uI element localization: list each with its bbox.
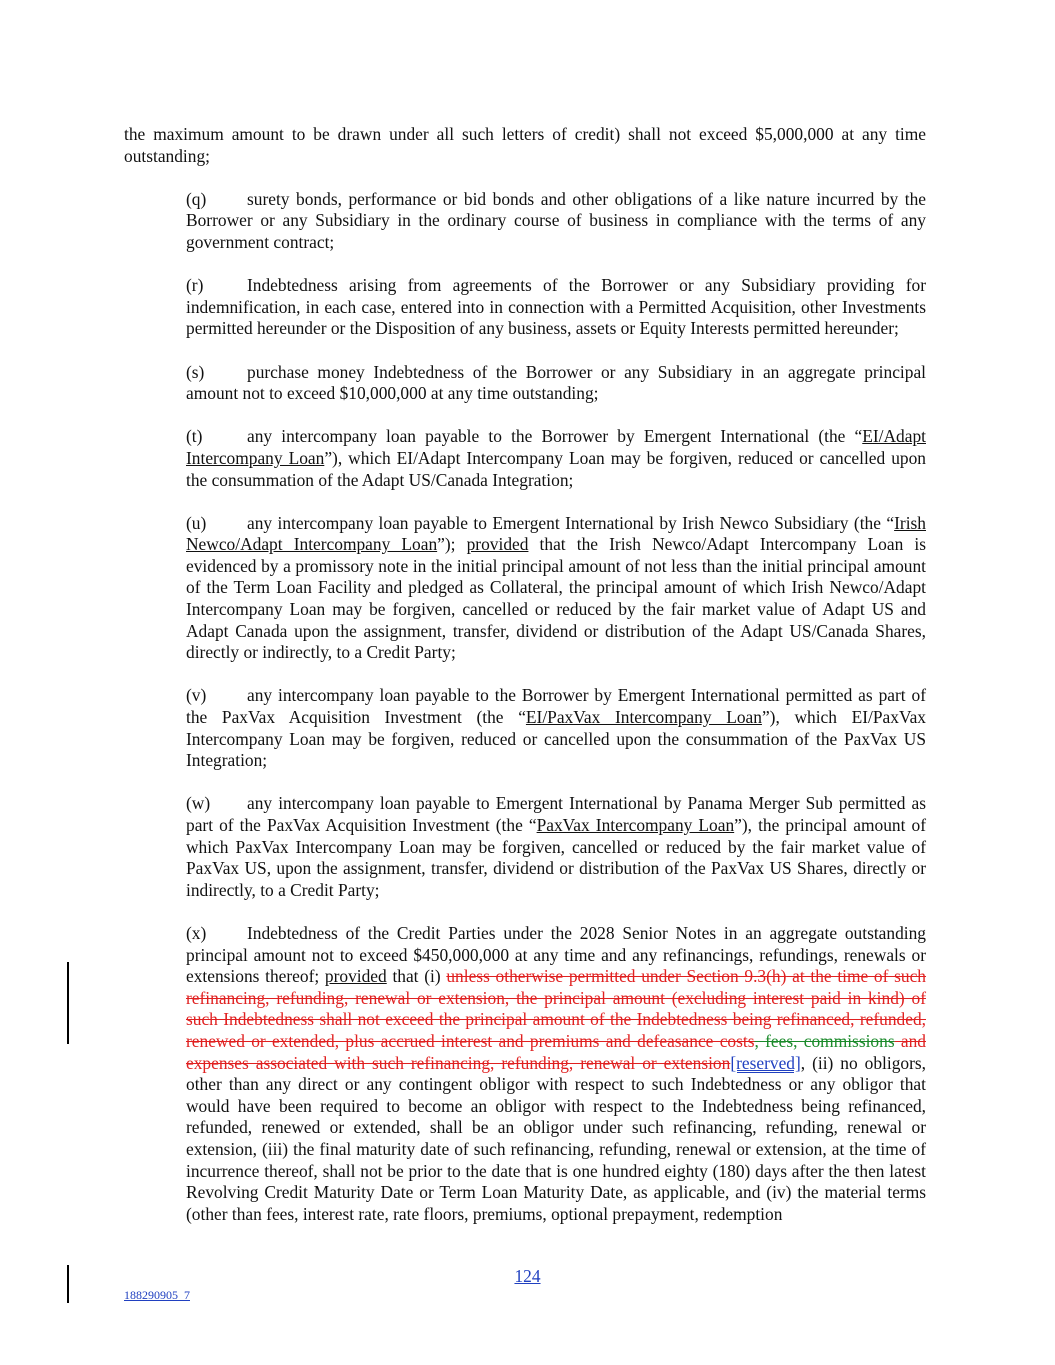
deleted-text: and expenses associated with such refinancing, refunding, renewal or extension (186, 1030, 926, 1073)
clause-v (124, 685, 926, 771)
clause-text: any intercompany loan payable to Emergent International by Panama Merger Sub permitted as part of the PaxVax Acquisition Investment (the “ (186, 793, 926, 835)
deleted-moved-text: , fees, commissions (754, 1030, 895, 1051)
document-body (124, 124, 926, 1247)
clause-label: (w) (186, 793, 211, 814)
clause-text: any intercompany loan payable to Emergent International by Irish Newco Subsidiary (the “ (247, 512, 895, 533)
clause-text: that (i) (386, 966, 447, 987)
deleted-section-ref: Section 9.3(h) (686, 966, 787, 987)
clause-label: (u) (186, 512, 207, 533)
change-bar (67, 962, 69, 1044)
clause-q (124, 189, 926, 254)
defined-term: EI/PaxVax Intercompany Loan (525, 707, 762, 728)
clause-text: ”), which EI/PaxVax Intercompany Loan may be forgiven, reduced or cancelled upon the consummation of the PaxVax US Integration; (186, 707, 926, 771)
defined-term: EI/Adapt Intercompany Loan (186, 426, 926, 468)
clause-u (124, 513, 926, 664)
clause-text: ”), the principal amount of which PaxVax Intercompany Loan may be forgiven, cancelled or reduced by the fair market value of PaxVax US, upon the assignment, transfer, dividend or distribution of the PaxVax US Shares, directly or indirectly, to a Credit Party; (186, 815, 926, 900)
clause-w (124, 793, 926, 901)
clause-text: ”), which EI/Adapt Intercompany Loan may be forgiven, reduced or cancelled upon the consummation of the Adapt US/Canada Integration; (186, 447, 926, 490)
defined-term: PaxVax Intercompany Loan (536, 815, 735, 835)
clause-t (124, 426, 926, 491)
clause-label: (r) (186, 275, 204, 296)
provided-term: provided (324, 966, 387, 987)
clause-x (124, 923, 926, 1225)
clause-text: ”); (437, 534, 467, 555)
clause-text: any intercompany loan payable to the Borrower by Emergent International permitted as part of the PaxVax Acquisition Investment (the “ (186, 685, 926, 728)
provided-term: provided (466, 534, 529, 555)
clause-text: Indebtedness of the Credit Parties under the 2028 Senior Notes in an aggregate outstanding principal amount not to exceed $450,000,000 at any time and any refinancings, refundings, renewals or extensions thereof; (186, 922, 926, 987)
clause-text: that the Irish Newco/Adapt Intercompany Loan is evidenced by a promissory note in the initial principal amount of not less than the initial principal amount of the Term Loan Facility and pledged as Collateral, the principal amount of which Irish Newco/Adapt Intercompany Loan may be forgiven, cancelled or reduced by the fair market value of Adapt US and Adapt Canada upon the assignment, transfer, dividend or distribution of the Adapt US/Canada Shares, directly or indirectly, to a Credit Party; (186, 534, 926, 663)
clause-text: any intercompany loan payable to the Borrower by Emergent International (the “ (247, 426, 863, 447)
defined-term: Irish Newco/Adapt Intercompany Loan (186, 512, 926, 555)
deleted-text: at the time of such refinancing, refunding, renewal or extension, the principal amount (excluding interest paid in kind) of such Indebtedness shall not exceed the principal amount of the Indebtedness being refinanced, refunded, renewed or extended, plus accrued interest and premiums and defeasance costs (186, 966, 927, 1051)
paragraph-text: the maximum amount to be drawn under all such letters of credit) shall not exceed $5,000,000 at any time outstanding; (124, 124, 926, 166)
paragraph-continuation (124, 124, 926, 167)
deleted-text: unless otherwise permitted under (446, 966, 687, 987)
document-id: 188290905_7 (124, 1288, 190, 1302)
clause-label: (x) (186, 922, 207, 943)
page-number: 124 (514, 1266, 541, 1286)
clause-label: (s) (186, 361, 205, 382)
clause-label: (v) (186, 685, 207, 706)
clause-s (124, 362, 926, 405)
clause-label: (t) (186, 426, 203, 447)
clause-label: (q) (186, 188, 207, 209)
clause-text: surety bonds, performance or bid bonds and other obligations of a like nature incurred by the Borrower or any Subsidiary in the ordinary course of business in compliance with the terms of any government contract; (186, 188, 926, 252)
clause-text: Indebtedness arising from agreements of the Borrower or any Subsidiary providing for indemnification, in each case, entered into in connection with a Permitted Acquisition, other Investments permitted hereunder or the Disposition of any business, assets or Equity Interests permitted hereunder; (186, 275, 926, 339)
inserted-text: [reserved] (730, 1052, 801, 1073)
clause-r (124, 275, 926, 340)
clause-text: , (ii) no obligors, other than any direct or any contingent obligor with respect to such Indebtedness or any obligor that would have been required to become an obligor with respect to the Indebtedness being refinanced, refunded, renewed or extended, shall be an obligor under such refinancing, refunding, renewal or extension, (iii) the final maturity date of such refinancing, refunding, renewal or extension, at the time of incurrence thereof, shall not be prior to the date that is one hundred eighty (180) days after the then latest Revolving Credit Maturity Date or Term Loan Maturity Date, as applicable, and (iv) the material terms (other than fees, interest rate, rate floors, premiums, optional prepayment, redemption (186, 1052, 926, 1224)
clause-text: purchase money Indebtedness of the Borrower or any Subsidiary in an aggregate principal amount not to exceed $10,000,000 at any time outstanding; (186, 361, 926, 404)
